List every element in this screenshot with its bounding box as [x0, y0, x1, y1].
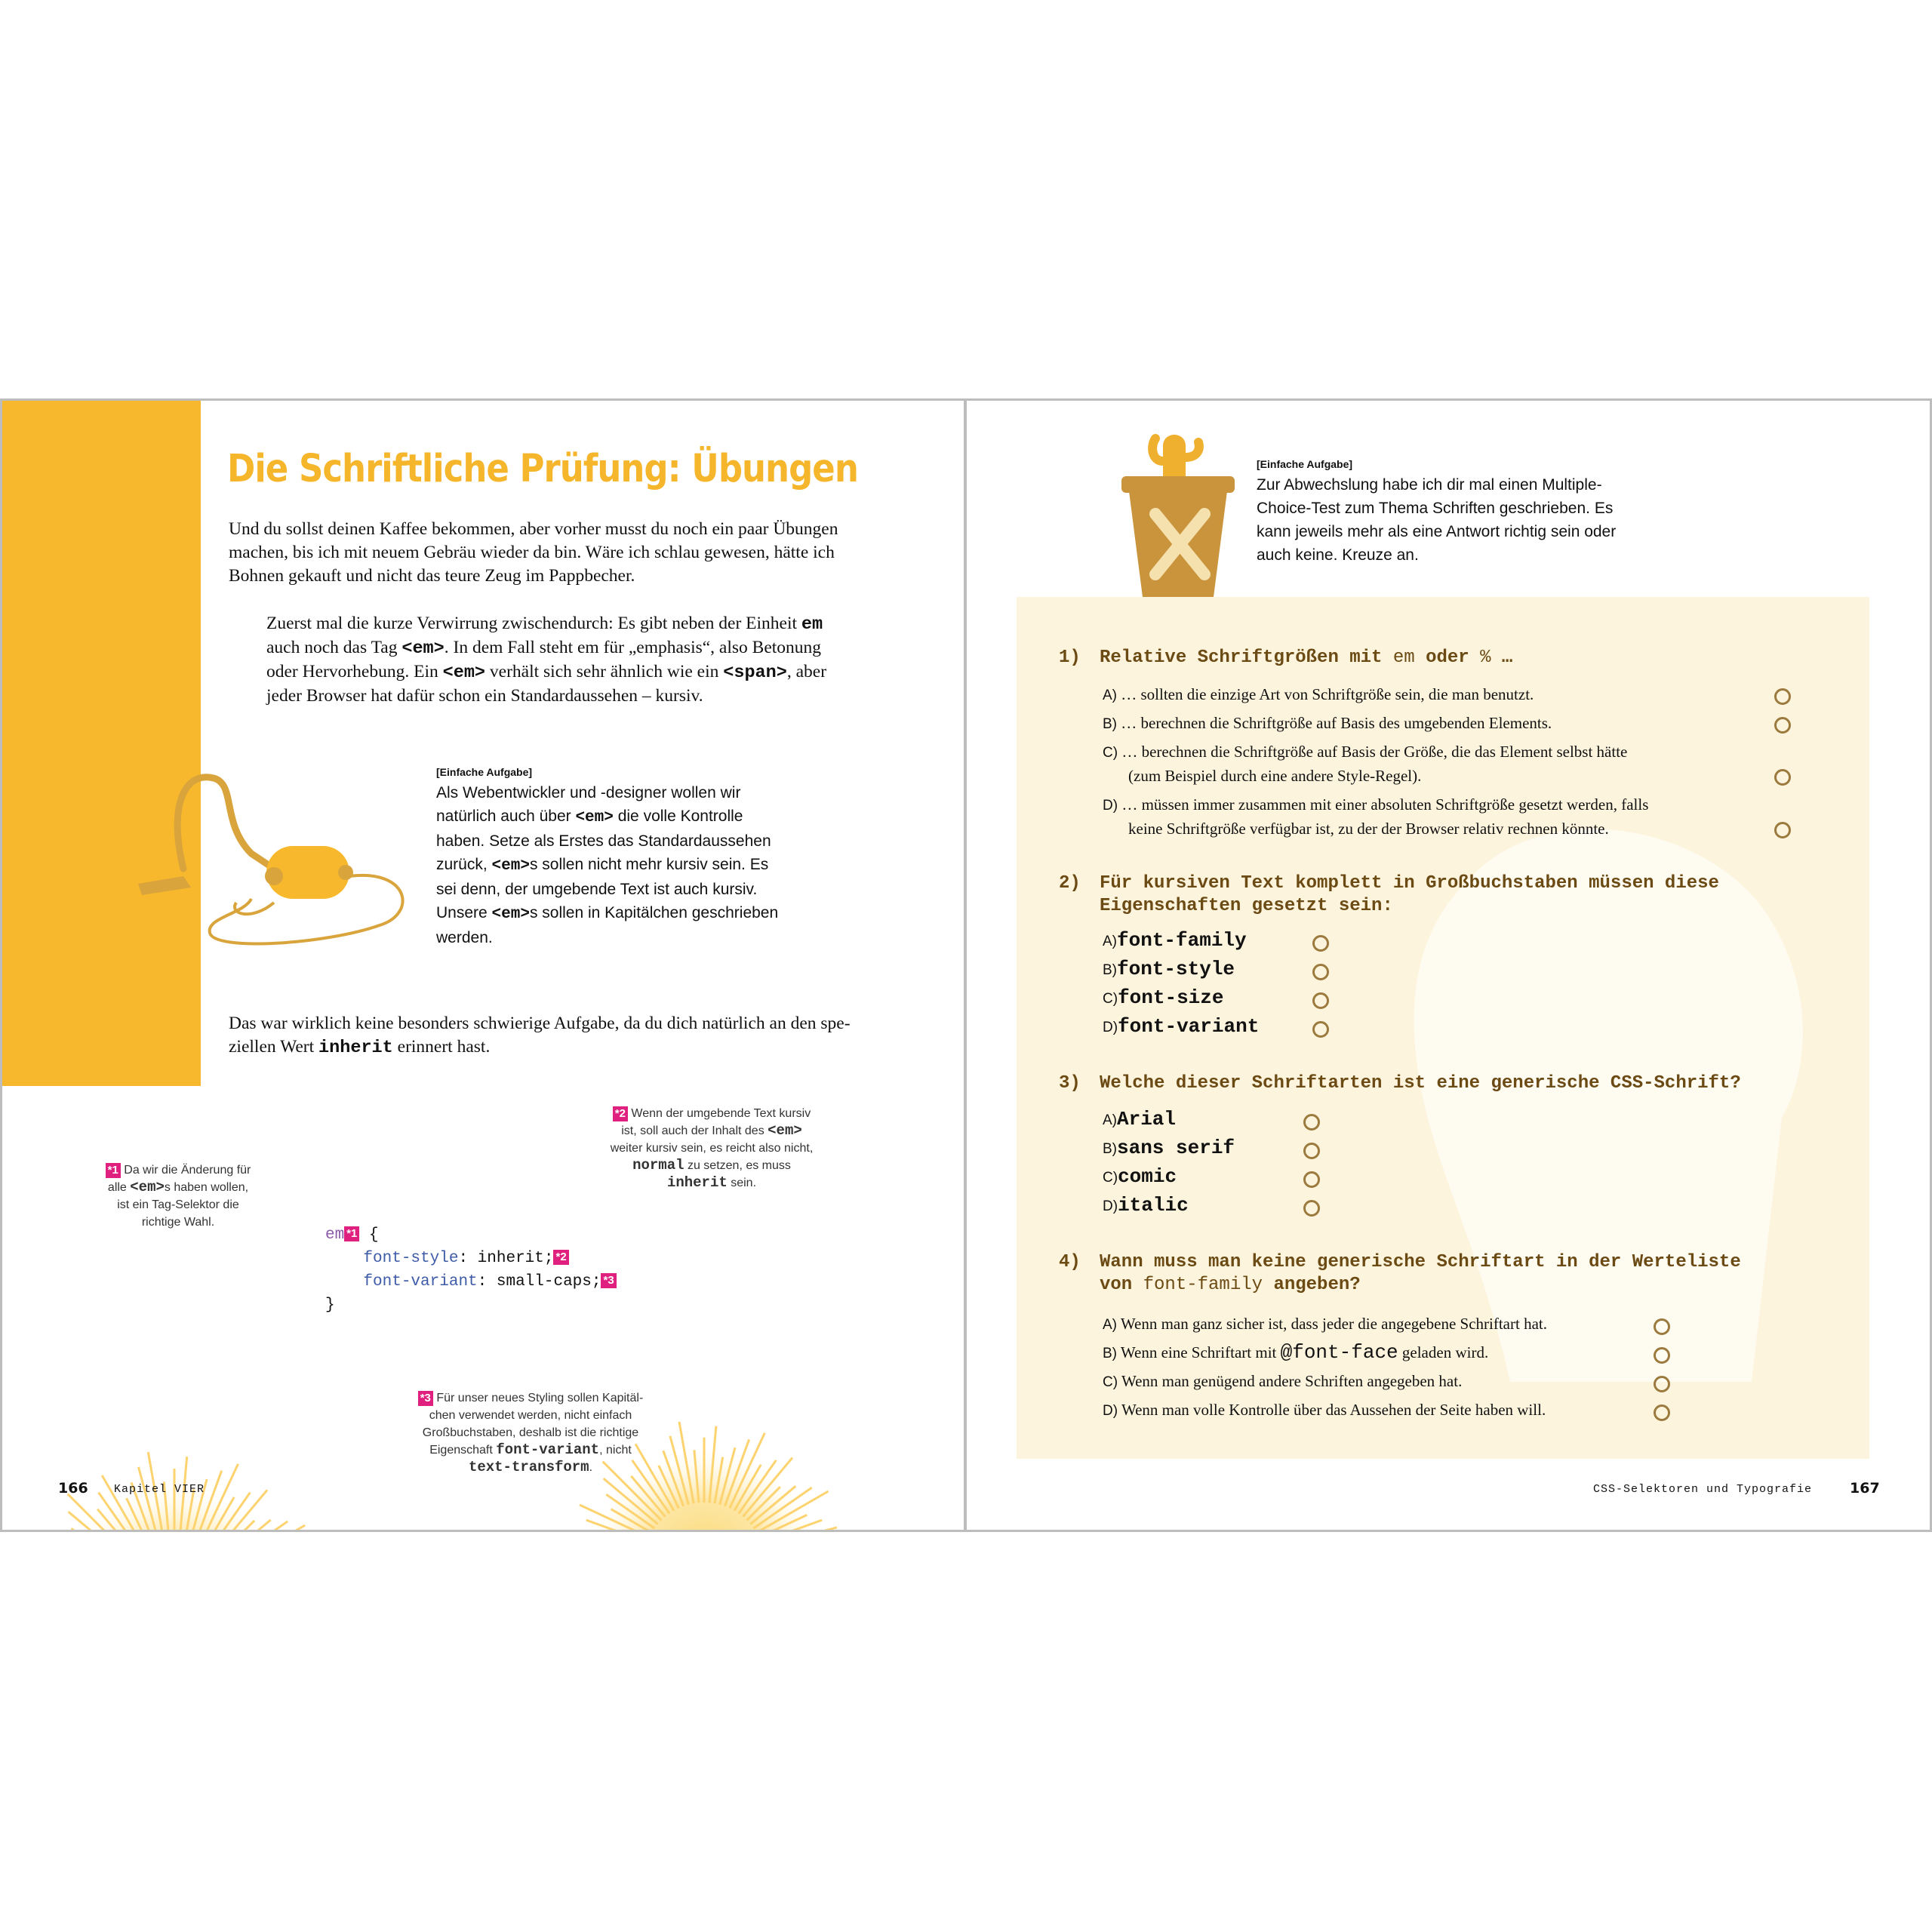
q2-c-checkbox[interactable]	[1312, 992, 1329, 1009]
running-head: Kapitel VIER	[114, 1483, 205, 1496]
q1-b-checkbox[interactable]	[1774, 717, 1791, 734]
task-box: [Einfache Aufgabe] Als Webentwickler und -designer wollen wir natürlich auch über <em> die volle Kontrolle haben. Setze als Erstes das Standardaussehen zurück, <em>s sollen nicht mehr kursiv sein. Es sei denn, der umgebende Text ist auch kursiv. Unsere <em>s sollen in Kapitälchen geschrieben werden.	[436, 766, 779, 946]
inline-code: <em>	[575, 809, 614, 826]
q2-a-checkbox[interactable]	[1312, 935, 1329, 952]
inline-code: <em>	[442, 663, 486, 683]
q1-option-c: C) … berechnen die Schriftgröße auf Basis der Größe, die das Element selbst hätte (zum Beispiel durch eine andere Style-Regel).	[1103, 743, 1628, 785]
digression-paragraph: Zuerst mal die kurze Verwirrung zwischendurch: Es gibt neben der Einheit em auch noch das Tag <em>. In dem Fall steht em für „emphasis“, also Betonung oder Hervorhebung. Ein <em> verhält sich sehr ähnlich wie ein <span>, aber jeder Browser hat dafür schon ein Standardaussehen – kursiv.	[266, 614, 827, 706]
page-number: 166	[58, 1480, 88, 1497]
q3-c-checkbox[interactable]	[1303, 1171, 1320, 1188]
q4-option-c: C) Wenn man genügend andere Schriften angegeben hat.	[1103, 1372, 1463, 1390]
q4-option-a: A) Wenn man ganz sicher ist, dass jeder die angegebene Schriftart hat.	[1103, 1315, 1547, 1333]
q3-option-d: D)italic	[1103, 1194, 1189, 1217]
yellow-sidebar-bar	[2, 401, 201, 1086]
q3-option-c: C)comic	[1103, 1165, 1177, 1188]
page-number: 167	[1850, 1480, 1880, 1497]
q1-option-b: B) … berechnen die Schriftgröße auf Basis des umgebenden Elements.	[1103, 714, 1552, 732]
quiz-task-box: [Einfache Aufgabe] Zur Abwechslung habe ich dir mal einen Multiple- Choice-Test zum Thema Schriften geschrieben. Es kann jeweils mehr als eine Antwort richtig sein oder auch keine. Kreuze an.	[1257, 458, 1617, 564]
css-code-block: em *1 { font-style: inherit; *2 font-variant: small-caps; *3 }	[325, 1223, 617, 1317]
inline-code: <em>	[491, 906, 530, 923]
question-1: 1) Relative Schriftgrößen mit em oder % …	[1059, 648, 1513, 668]
intro-line: Bohnen gekauft und nicht das teure Zeug im Pappbecher.	[229, 566, 635, 586]
footnote-2: *2 Wenn der umgebende Text kursiv ist, soll auch der Inhalt des <em> weiter kursiv sein, es reicht also nicht, normal zu setzen, es muss inherit sein.	[610, 1106, 814, 1191]
left-page	[0, 398, 966, 1532]
q3-b-checkbox[interactable]	[1303, 1143, 1320, 1159]
question-3: 3) Welche dieser Schriftarten ist eine generische CSS-Schrift?	[1059, 1073, 1741, 1094]
q2-option-b: B)font-style	[1103, 958, 1235, 980]
footnote-1: *1 Da wir die Änderung für alle <em>s haben wollen, ist ein Tag-Selektor die richtige Wahl.	[91, 1161, 265, 1231]
conclusion-paragraph: Das war wirklich keine besonders schwierige Aufgabe, da du dich natürlich an den spe- ziellen Wert inherit erinnert hast.	[229, 1014, 851, 1058]
footnote-marker: *1	[106, 1163, 121, 1178]
intro-line: machen, bis ich mit neuem Gebräu wieder da bin. Wäre ich schlau gewesen, hätte ich	[229, 543, 835, 562]
q3-d-checkbox[interactable]	[1303, 1200, 1320, 1217]
q4-b-checkbox[interactable]	[1654, 1347, 1670, 1364]
right-page: [Einfache Aufgabe] Zur Abwechslung habe ich dir mal einen Multiple- Choice-Test zum Thema Schriften geschrieben. Es kann jeweils mehr als eine Antwort richtig sein oder auch keine. Kreuze an. 1) Relative Schriftgrößen mit em oder % … A) … sollten die einzige Art von Schriftgröße sein, die man benutzt. B) … berechnen die Schriftgröße auf Basis des umgebenden Elements. C) … berechnen die Schriftgröße auf Basis der Größe, die das Element selbst hätte (zum Beispiel durch eine andere Style-Regel). D) … müssen immer zusammen mit einer absoluten Schriftgröße gesetzt werden, falls keine Schriftgröße verfügbar ist, zu der der Browser relativ rechnen könnte. 2) Für kursiven Text komplett in Großbuchstaben müssen diese Eigenschaften gesetzt sein: A)font-family B)font-style C)font-size D)font-variant 3) Welche dieser Schriftarten ist eine generische CSS-Schrift? A)Arial B)sans serif C)comic D)italic 4) Wann muss man keine generische Schriftart in der Werteliste von font-family angeben? A) Wenn man ganz sicher ist, dass jeder die angegebene Schriftart hat. B) Wenn eine Schriftart mit @font-face geladen wird. C) Wenn man genügend andere Schriften angegeben hat. D) Wenn man volle Kontrolle über das Aussehen der Seite haben will. CSS-Selektoren und Typografie 167	[964, 398, 1932, 1532]
task-tag: [Einfache Aufgabe]	[1257, 458, 1353, 470]
page-title: Die Schriftliche Prüfung: Übungen	[227, 446, 858, 491]
q4-option-b: B) Wenn eine Schriftart mit @font-face geladen wird.	[1103, 1341, 1489, 1364]
task-tag: [Einfache Aufgabe]	[436, 766, 533, 778]
cactus-pot-illustration	[1121, 416, 1242, 597]
q4-option-d: D) Wenn man volle Kontrolle über das Aussehen der Seite haben will.	[1103, 1401, 1546, 1419]
intro-paragraph	[229, 518, 838, 588]
q4-d-checkbox[interactable]	[1654, 1404, 1670, 1421]
inline-code: inherit	[318, 1038, 393, 1058]
inline-code: <em>	[491, 857, 530, 875]
q2-d-checkbox[interactable]	[1312, 1021, 1329, 1038]
q4-a-checkbox[interactable]	[1654, 1318, 1670, 1335]
q1-a-checkbox[interactable]	[1774, 688, 1791, 705]
q1-c-checkbox[interactable]	[1774, 769, 1791, 786]
q4-c-checkbox[interactable]	[1654, 1376, 1670, 1392]
q1-option-a: A) … sollten die einzige Art von Schriftgröße sein, die man benutzt.	[1103, 685, 1534, 703]
intro-line: Und du sollst deinen Kaffee bekommen, aber vorher musst du noch ein paar Übungen	[229, 519, 838, 539]
q1-d-checkbox[interactable]	[1774, 822, 1791, 838]
q2-option-d: D)font-variant	[1103, 1015, 1260, 1038]
inline-code: <em>	[401, 638, 445, 659]
inline-code: em	[801, 614, 823, 635]
inline-code: <span>	[723, 663, 787, 683]
q2-option-a: A)font-family	[1103, 929, 1247, 952]
footnote-3: *3 Für unser neues Styling sollen Kapitäl- chen verwendet werden, nicht einfach Großbuchstaben, deshalb ist die richtige Eigenschaft font-variant, nicht text-transform.	[402, 1389, 659, 1476]
q3-option-a: A)Arial	[1103, 1108, 1177, 1131]
vacuum-cleaner-illustration	[138, 763, 417, 952]
running-head: CSS-Selektoren und Typografie	[1593, 1483, 1813, 1496]
footnote-marker: *3	[418, 1391, 433, 1406]
footnote-marker: *2	[613, 1106, 628, 1121]
q2-option-c: C)font-size	[1103, 986, 1224, 1009]
q3-a-checkbox[interactable]	[1303, 1114, 1320, 1131]
q3-option-b: B)sans serif	[1103, 1137, 1235, 1159]
q2-b-checkbox[interactable]	[1312, 964, 1329, 980]
q1-option-d: D) … müssen immer zusammen mit einer absoluten Schriftgröße gesetzt werden, falls keine Schriftgröße verfügbar ist, zu der der Browser relativ rechnen könnte.	[1103, 795, 1649, 838]
